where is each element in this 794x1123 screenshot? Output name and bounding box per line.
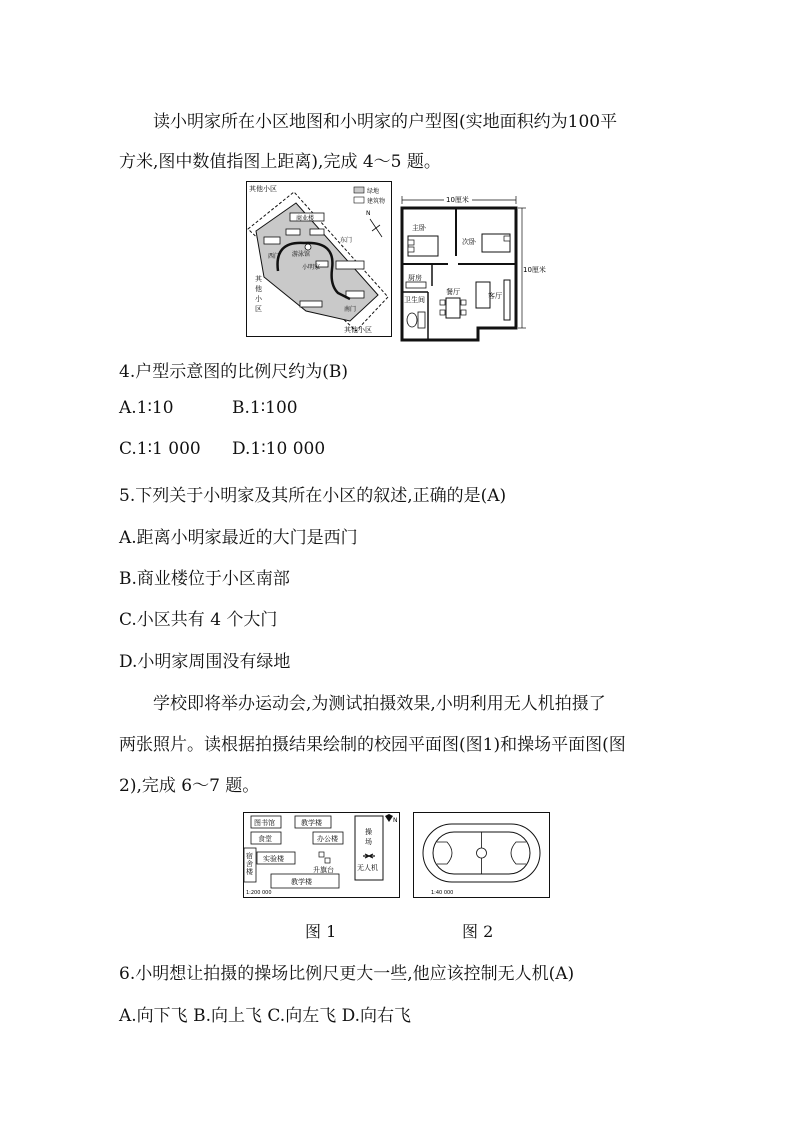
intro2-line2: 两张照片。读根据拍摄结果绘制的校园平面图(图1)和操场平面图(图 xyxy=(119,735,626,755)
dorm-label-3: 楼 xyxy=(246,868,253,876)
q4-option-d: D.1∶10 000 xyxy=(232,439,326,459)
field-label-2: 场 xyxy=(365,838,372,846)
fig2-scale-label: 1:40 000 xyxy=(431,890,454,896)
north-label: N xyxy=(366,210,371,217)
center-circle xyxy=(477,848,487,858)
q5-option-b: B.商业楼位于小区南部 xyxy=(119,569,290,589)
q4-stem: 4.户型示意图的比例尺约为(B) xyxy=(119,362,348,382)
teaching-building-bottom-label: 教学楼 xyxy=(291,878,312,886)
q5-stem: 5.下列关于小明家及其所在小区的叙述,正确的是(A) xyxy=(119,486,507,506)
lab-label: 实验楼 xyxy=(263,855,284,863)
q6-options: A.向下飞 B.向上飞 C.向左飞 D.向右飞 xyxy=(119,1006,412,1026)
scale-label: 1:200 000 xyxy=(246,890,272,896)
intro2-line3: 2),完成 6～7 题。 xyxy=(119,776,260,796)
q4-option-a: A.1∶10 xyxy=(119,398,174,418)
q5-option-c: C.小区共有 4 个大门 xyxy=(119,610,278,630)
field-label-1: 操 xyxy=(365,828,372,836)
home-label: 小明家 xyxy=(302,264,321,271)
other-community-left-4: 区 xyxy=(255,305,262,313)
fig2-caption: 图 2 xyxy=(462,922,494,941)
east-gate-label: 东门 xyxy=(340,237,353,244)
intro1-line1: 读小明家所在小区地图和小明家的户型图(实地面积约为100平 xyxy=(153,112,618,132)
other-community-left-3: 小 xyxy=(255,295,262,303)
fig1-caption: 图 1 xyxy=(305,922,337,941)
playground-plan xyxy=(413,812,550,898)
community-map xyxy=(246,181,392,337)
campus-plan xyxy=(243,812,400,898)
other-community-left-1: 其 xyxy=(255,275,262,283)
legend-green-label: 绿地 xyxy=(367,188,380,195)
west-gate-label: 西门 xyxy=(268,253,281,260)
dorm-label-2: 舍 xyxy=(246,860,253,868)
other-community-left-2: 他 xyxy=(255,285,262,293)
south-gate-label: 南门 xyxy=(344,306,357,313)
north-label: N xyxy=(393,817,398,824)
right-dimension-label: 10厘米 xyxy=(523,266,546,274)
floor-plan xyxy=(398,190,554,342)
q4-option-b: B.1∶100 xyxy=(232,398,298,418)
q5-option-a: A.距离小明家最近的大门是西门 xyxy=(119,528,358,548)
other-community-top: 其他小区 xyxy=(249,185,277,193)
top-dimension-label: 10厘米 xyxy=(446,196,469,204)
master-bedroom-label: 主卧 xyxy=(412,224,426,232)
dining-label: 餐厅 xyxy=(446,288,460,296)
bathroom-label: 卫生间 xyxy=(404,296,425,304)
flag-platform-label: 升旗台 xyxy=(313,866,334,874)
dorm-label-1: 宿 xyxy=(246,852,253,860)
commercial-label: 商业楼 xyxy=(296,215,315,222)
other-community-bottom: 其他小区 xyxy=(344,326,372,334)
library-label: 图书馆 xyxy=(254,819,275,827)
drone-label: 无人机 xyxy=(357,864,378,872)
kitchen-label: 厨房 xyxy=(408,274,422,282)
legend-building-label: 建筑物 xyxy=(367,198,386,205)
teaching-building-top-label: 教学楼 xyxy=(301,819,322,827)
second-bedroom-label: 次卧 xyxy=(462,238,476,246)
q6-stem: 6.小明想让拍摄的操场比例尺更大一些,他应该控制无人机(A) xyxy=(119,964,575,984)
living-label: 客厅 xyxy=(488,292,502,300)
canteen-label: 食堂 xyxy=(258,835,272,843)
pool-label: 游泳馆 xyxy=(292,251,311,258)
q4-option-c: C.1∶1 000 xyxy=(119,439,201,459)
intro2-line1: 学校即将举办运动会,为测试拍摄效果,小明利用无人机拍摄了 xyxy=(153,694,606,714)
intro1-line2: 方米,图中数值指图上距离),完成 4～5 题。 xyxy=(119,152,441,172)
office-label: 办公楼 xyxy=(317,835,338,843)
q5-option-d: D.小明家周围没有绿地 xyxy=(119,652,291,672)
